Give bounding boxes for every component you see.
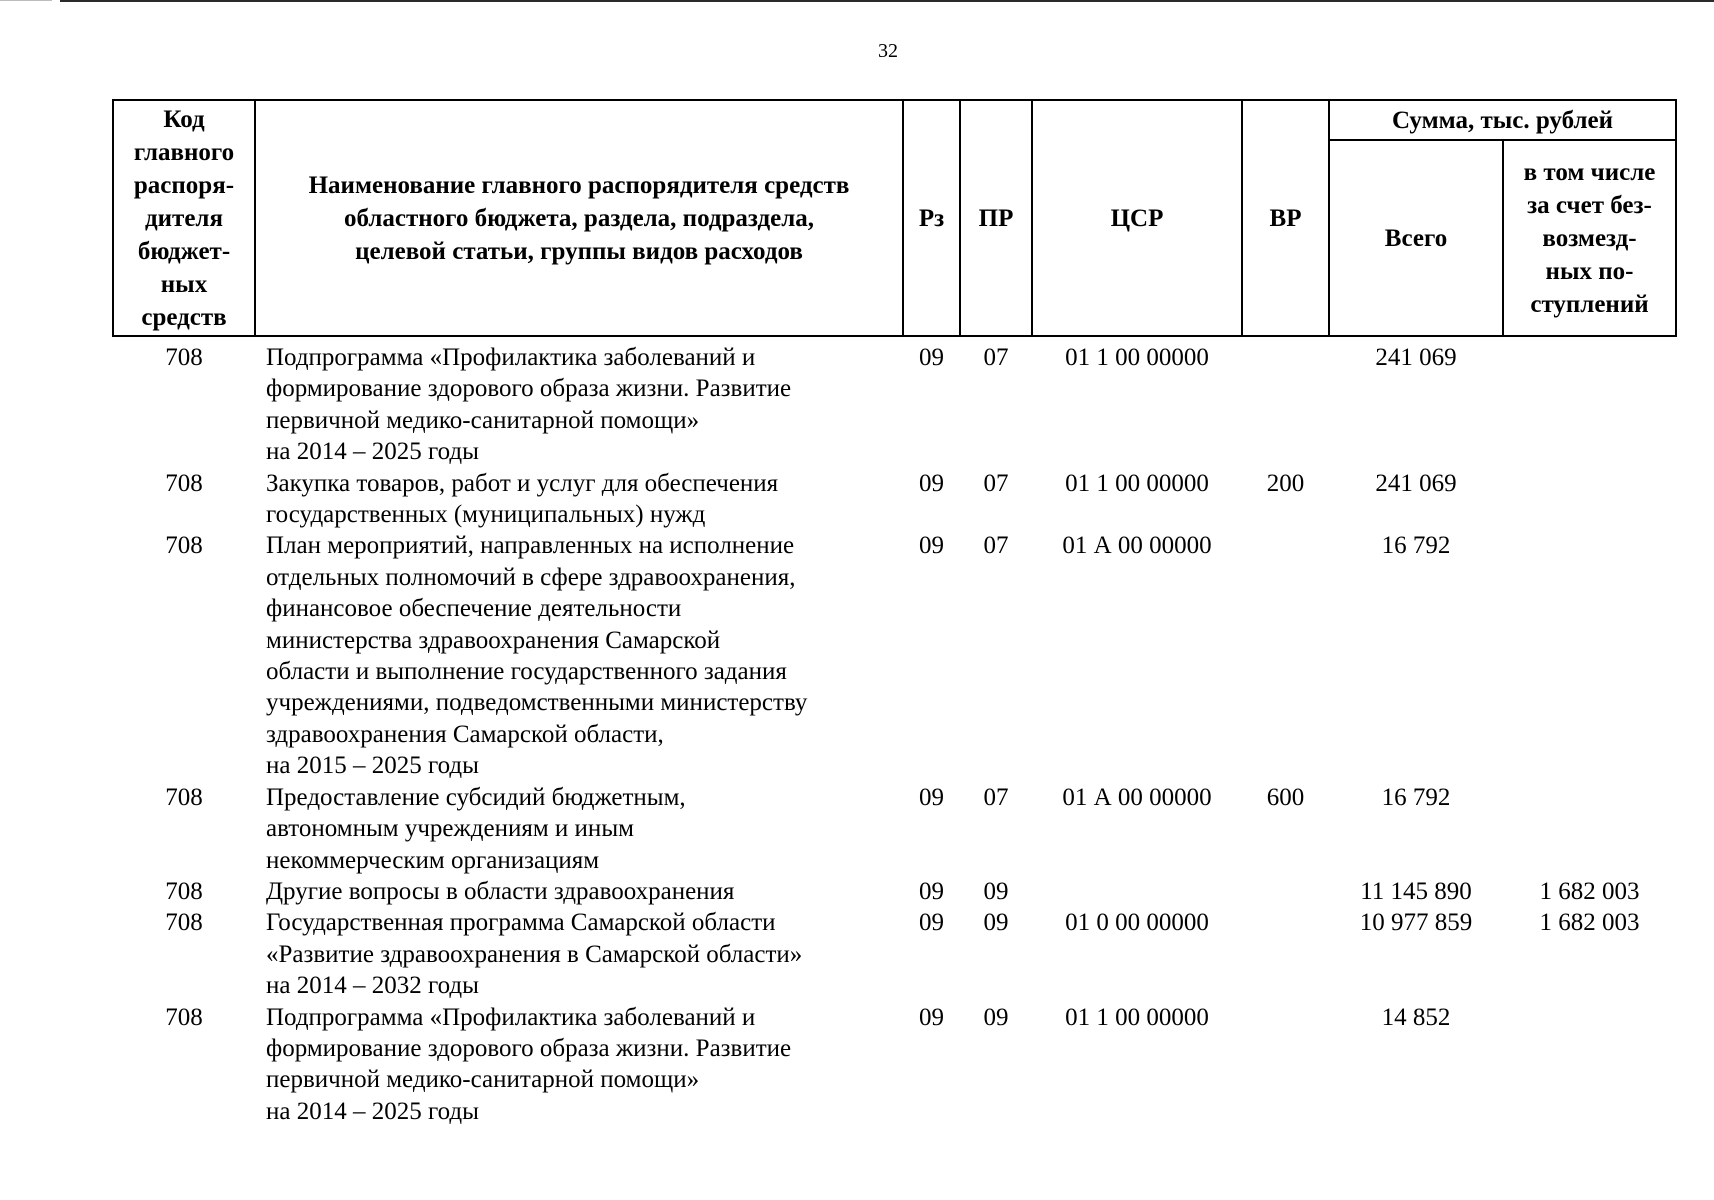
row-code: 708 [165,877,203,905]
top-border-line [60,0,1714,2]
row-rz: 09 [919,469,944,497]
row-name: Другие вопросы в области здравоохранения [266,877,735,905]
row-name: Подпрограмма «Профилактика заболеваний и формирование здорового образа жизни. Развитие первичной медико-санитарной помощи» на 2014 – 2025 годы [266,1003,792,1125]
row-csr: 01 А 00 00000 [1062,532,1212,560]
row-total: 10 977 859 [1359,909,1473,937]
row-csr: 01 1 00 00000 [1065,469,1209,497]
row-total: 241 069 [1375,469,1457,497]
header-rz: Рз [903,100,960,336]
row-total: 14 852 [1381,1003,1451,1031]
header-sum: Сумма, тыс. рублей [1329,100,1676,140]
row-incl [1503,782,1676,876]
row-rz: 09 [919,1003,944,1031]
row-name: Закупка товаров, работ и услуг для обеспечения государственных (муниципальных) нужд [266,469,779,529]
row-incl [1503,1002,1676,1128]
row-code: 708 [165,344,203,371]
row-code: 708 [165,532,203,560]
row-pr: 07 [983,469,1009,497]
row-incl [1503,530,1676,781]
row-name: Предоставление субсидий бюджетным, автономным учреждениям и иным некоммерческим организациям [266,783,686,874]
row-total: 11 145 890 [1360,877,1472,905]
table-row [113,530,1676,781]
table-row [113,336,1676,468]
row-csr: 01 1 00 00000 [1065,1003,1209,1031]
row-rz: 09 [919,344,944,371]
page-number: 32 [878,40,898,62]
row-vr [1242,336,1329,468]
row-csr: 01 А 00 00000 [1062,783,1212,811]
table-row [113,907,1676,1001]
table-body [113,336,1676,1127]
row-code: 708 [165,1003,203,1031]
row-pr: 09 [983,877,1009,905]
row-csr [1032,876,1242,907]
header-code: Код главного распоря- дителя бюджет- ных средств [113,100,255,336]
table-row [113,468,1676,531]
row-incl [1503,468,1676,531]
row-code: 708 [165,469,203,497]
budget-table [112,99,1677,1127]
row-total: 241 069 [1375,344,1457,371]
header-vr: ВР [1242,100,1329,336]
row-rz: 09 [919,909,944,937]
row-name: План мероприятий, направленных на исполнение отдельных полномочий в сфере здравоохранения, финансовое обеспечение деятельности министерства здравоохранения Самарской области и выполнение государственного задания учреждениями, подведомственными министерству здравоохранения Самарской области, на 2015 – 2025 годы [266,532,808,780]
row-incl: 1 682 003 [1539,877,1640,905]
row-name: Государственная программа Самарской области «Развитие здравоохранения в Самарской области» на 2014 – 2032 годы [266,909,803,1000]
table-row [113,782,1676,876]
row-csr: 01 0 00 00000 [1065,909,1209,937]
row-name: Подпрограмма «Профилактика заболеваний и формирование здорового образа жизни. Развитие первичной медико-санитарной помощи» на 2014 – 2025 годы [266,344,792,466]
row-vr: 200 [1266,469,1305,497]
row-vr [1242,530,1329,781]
header-pr: ПР [960,100,1032,336]
row-pr: 07 [983,344,1009,371]
row-code: 708 [165,783,203,811]
table-row [113,1002,1676,1128]
table-row [113,876,1676,907]
row-incl [1503,336,1676,468]
row-code: 708 [165,909,203,937]
row-incl: 1 682 003 [1539,909,1640,937]
row-total: 16 792 [1381,783,1451,811]
row-vr [1242,1002,1329,1128]
header-incl: в том числе за счет без- возмезд- ных по- ступлений [1503,140,1676,336]
row-pr: 09 [983,909,1009,937]
scan-edge-mark [0,0,52,1]
row-pr: 07 [983,532,1009,560]
header-total: Всего [1329,140,1503,336]
row-vr [1242,907,1329,1001]
row-vr [1242,876,1329,907]
header-csr: ЦСР [1032,100,1242,336]
table-header [113,100,1676,336]
row-rz: 09 [919,877,944,905]
header-name: Наименование главного распорядителя средств областного бюджета, раздела, подраздела, целевой статьи, группы видов расходов [255,100,903,336]
row-pr: 09 [983,1003,1009,1031]
row-rz: 09 [919,783,944,811]
row-total: 16 792 [1381,532,1451,560]
row-rz: 09 [919,532,944,560]
row-pr: 07 [983,783,1009,811]
row-vr: 600 [1266,783,1305,811]
row-csr: 01 1 00 00000 [1065,344,1209,371]
